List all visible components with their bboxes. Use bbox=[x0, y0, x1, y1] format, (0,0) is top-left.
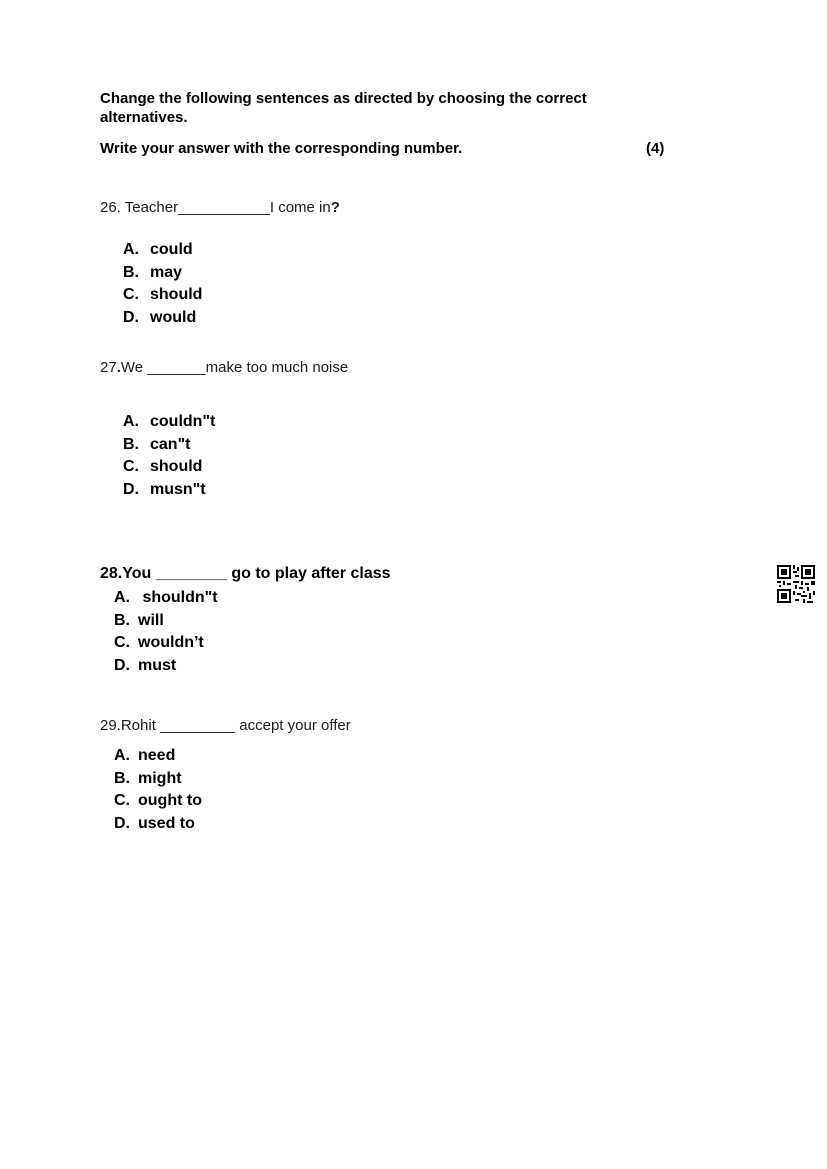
question-26-text: 26. Teacher___________I come in bbox=[100, 199, 331, 216]
option-29-d[interactable] bbox=[114, 813, 202, 836]
option-letter: B. bbox=[114, 769, 130, 787]
option-text: need bbox=[138, 747, 176, 764]
option-letter: B. bbox=[114, 611, 130, 629]
question-26-options bbox=[123, 239, 202, 329]
option-26-c[interactable] bbox=[123, 284, 202, 307]
option-28-d[interactable] bbox=[114, 655, 218, 678]
option-29-c[interactable] bbox=[114, 790, 202, 813]
question-28: 28.You ________ go to play after class bbox=[100, 565, 391, 582]
question-29-options bbox=[114, 745, 202, 835]
option-text: could bbox=[150, 241, 193, 258]
question-27-dot: . bbox=[116, 359, 121, 376]
option-text: must bbox=[138, 656, 177, 674]
marks-label: (4) bbox=[646, 140, 665, 157]
option-29-b[interactable] bbox=[114, 768, 202, 791]
option-letter: C. bbox=[114, 634, 130, 651]
option-text: will bbox=[138, 611, 164, 629]
option-text: shouldn"t bbox=[138, 589, 218, 606]
option-text: would bbox=[150, 308, 197, 326]
option-text: should bbox=[150, 458, 203, 475]
option-28-c[interactable] bbox=[114, 632, 218, 655]
option-text: may bbox=[150, 263, 183, 281]
option-letter: B. bbox=[123, 435, 139, 453]
option-letter: A. bbox=[114, 747, 130, 764]
option-letter: D. bbox=[123, 480, 139, 498]
option-27-b[interactable] bbox=[123, 434, 215, 457]
option-letter: D. bbox=[114, 814, 130, 832]
qr-code-icon bbox=[777, 565, 815, 603]
option-text: couldn"t bbox=[150, 413, 216, 430]
option-letter: A. bbox=[123, 413, 139, 430]
question-27 bbox=[100, 359, 348, 376]
option-text: can"t bbox=[150, 435, 191, 453]
option-letter: D. bbox=[114, 656, 130, 674]
option-27-c[interactable] bbox=[123, 456, 215, 479]
option-text: wouldn’t bbox=[138, 634, 204, 651]
option-26-a[interactable] bbox=[123, 239, 202, 262]
option-text: should bbox=[150, 286, 203, 303]
option-27-d[interactable] bbox=[123, 479, 215, 502]
instruction-line-2: alternatives. bbox=[100, 109, 188, 126]
option-letter: C. bbox=[114, 792, 130, 809]
option-letter: C. bbox=[123, 286, 139, 303]
option-letter: C. bbox=[123, 458, 139, 475]
option-28-b[interactable] bbox=[114, 610, 218, 633]
question-27-number: 27 bbox=[100, 359, 117, 376]
option-29-a[interactable] bbox=[114, 745, 202, 768]
option-text: used to bbox=[138, 814, 195, 832]
option-26-d[interactable] bbox=[123, 307, 202, 330]
question-26-end-mark: ? bbox=[330, 199, 340, 216]
option-letter: A. bbox=[123, 241, 139, 258]
question-28-options bbox=[114, 587, 218, 677]
question-27-text: We _______make too much noise bbox=[120, 359, 349, 376]
option-28-a[interactable] bbox=[114, 587, 218, 610]
option-letter: A. bbox=[114, 589, 130, 606]
option-text: might bbox=[138, 769, 182, 787]
option-text: ought to bbox=[138, 792, 202, 809]
option-letter: B. bbox=[123, 263, 139, 281]
option-letter: D. bbox=[123, 308, 139, 326]
option-27-a[interactable] bbox=[123, 411, 215, 434]
question-26 bbox=[100, 199, 340, 216]
instruction-line-3: Write your answer with the corresponding number. bbox=[100, 140, 463, 157]
question-29: 29.Rohit _________ accept your offer bbox=[100, 717, 351, 734]
option-26-b[interactable] bbox=[123, 262, 202, 285]
question-27-options bbox=[123, 411, 215, 501]
option-text: musn"t bbox=[150, 480, 206, 498]
instruction-line-1: Change the following sentences as directed by choosing the correct bbox=[100, 90, 587, 107]
